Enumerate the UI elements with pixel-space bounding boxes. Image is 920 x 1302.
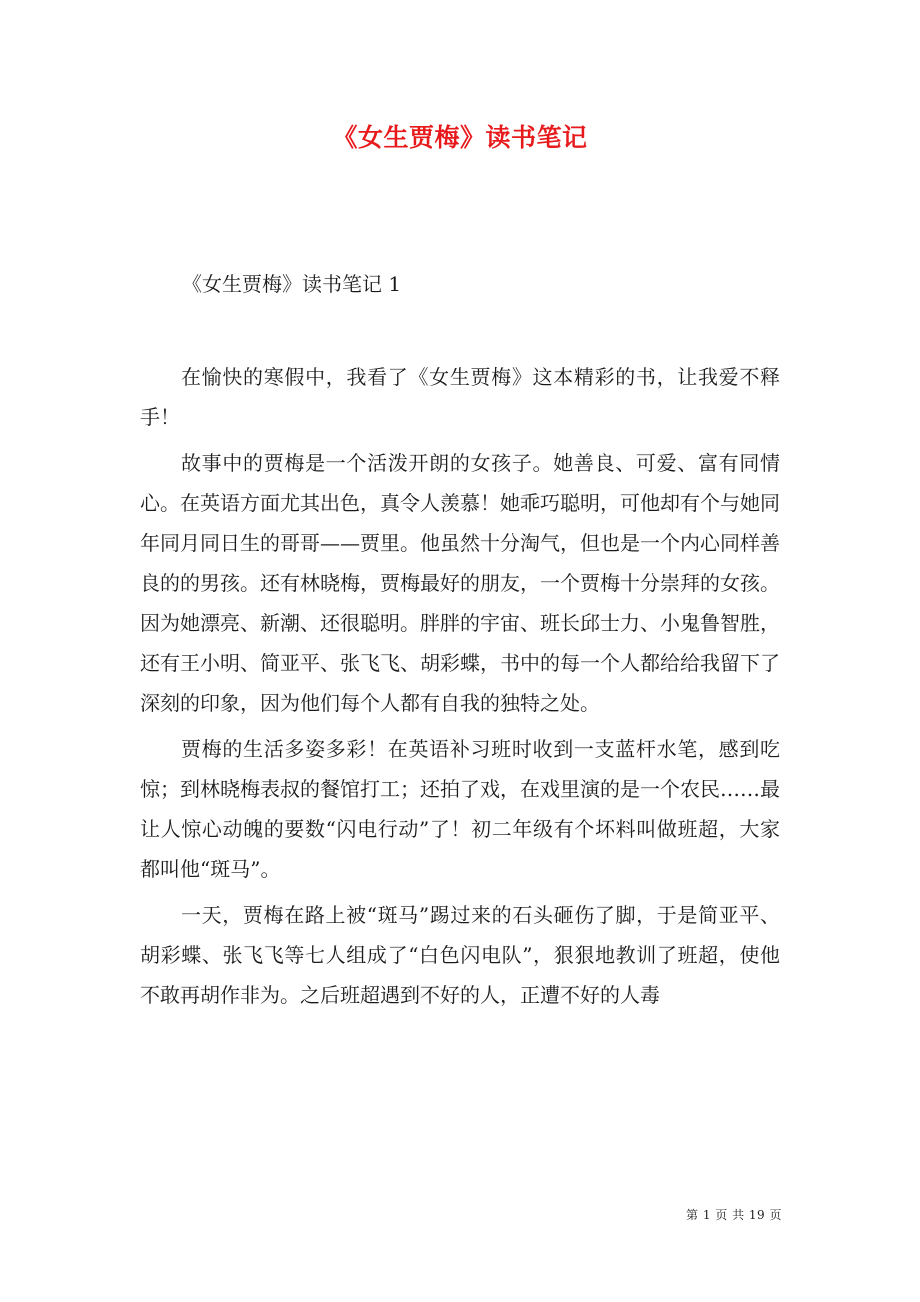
paragraph-3: 贾梅的生活多姿多彩！在英语补习班时收到一支蓝杆水笔，感到吃惊；到林晓梅表叔的餐馆打工；还拍了戏，在戏里演的是一个农民……最让人惊心动魄的要数“闪电行动”了！初二年级有个坏料叫做班超，大家都叫他“斑马”。 (140, 737, 780, 881)
document-title: 《女生贾梅》读书笔记 (332, 123, 588, 152)
section-heading: 《女生贾梅》读书笔记 1 (182, 272, 402, 296)
document-body (140, 357, 780, 1021)
paragraph-4: 一天，贾梅在路上被“斑马”踢过来的石头砸伤了脚，于是简亚平、胡彩蝶、张飞飞等七人组成了“白色闪电队”，狠狠地教训了班超，使他不敢再胡作非为。之后班超遇到不好的人，正遭不好的人毒 (140, 903, 780, 1007)
page-number-footer: 第 1 页 共 19 页 (686, 1208, 782, 1222)
paragraph-1: 在愉快的寒假中，我看了《女生贾梅》这本精彩的书，让我爱不释手！ (140, 365, 780, 429)
paragraph-2: 故事中的贾梅是一个活泼开朗的女孩子。她善良、可爱、富有同情心。在英语方面尤其出色，真令人羡慕！她乖巧聪明，可他却有个与她同年同月同日生的哥哥——贾里。他虽然十分淘气，但也是一个内心同样善良的的男孩。还有林晓梅，贾梅最好的朋友，一个贾梅十分崇拜的女孩。因为她漂亮、新潮、还很聪明。胖胖的宇宙、班长邱士力、小鬼鲁智胜，还有王小明、简亚平、张飞飞、胡彩蝶，书中的每一个人都给给我留下了深刻的印象，因为他们每个人都有自我的独特之处。 (140, 451, 780, 715)
